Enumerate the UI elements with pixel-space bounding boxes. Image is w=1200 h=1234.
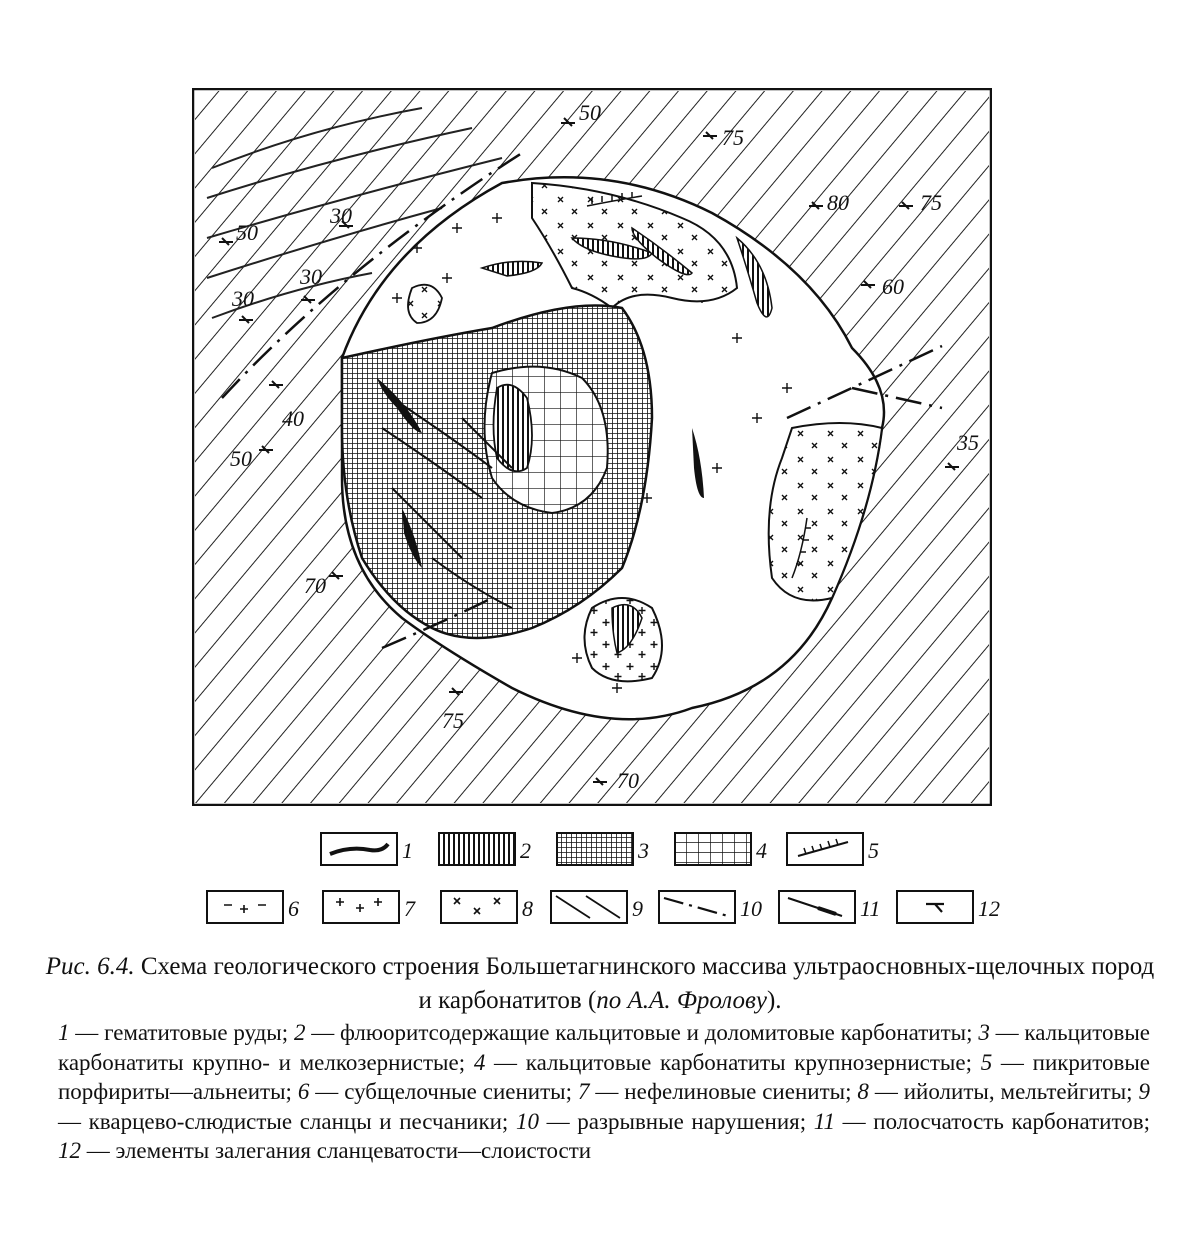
- exp-num: 4: [473, 1049, 486, 1075]
- legend-item-4: [674, 832, 784, 872]
- caption-label: Рис. 6.4.: [45, 953, 135, 980]
- legend-num: 6: [288, 896, 299, 921]
- exp-num: 6: [297, 1079, 310, 1104]
- dip-label: 70: [617, 768, 639, 793]
- exp-num: 12: [58, 1138, 81, 1163]
- legend-num: 9: [632, 896, 643, 921]
- exp-text: — полосчатость карбонатитов;: [835, 1108, 1150, 1134]
- legend-swatch-plus: [322, 890, 400, 924]
- legend-num: 3: [638, 838, 649, 863]
- legend-row-1: [200, 832, 1020, 872]
- legend-swatch-coarse-grid: [674, 832, 752, 866]
- dip-label: 75: [722, 125, 744, 150]
- dip-label: 30: [330, 203, 352, 228]
- dip-label: 40: [282, 406, 304, 431]
- exp-num: 5: [980, 1049, 993, 1075]
- exp-text: — элементы залегания сланцеватости—слоистости: [81, 1138, 592, 1163]
- legend-item-9: [550, 890, 660, 930]
- dip-label: 60: [882, 274, 904, 299]
- legend-num: 2: [520, 838, 531, 863]
- legend-swatch-hematite: [320, 832, 398, 866]
- legend-num: 10: [740, 896, 762, 921]
- exp-num: 8: [857, 1079, 869, 1104]
- exp-num: 11: [813, 1108, 836, 1134]
- caption-text: Схема геологического строения Большетагнинского массива ультраосновных-щелочных пород и карбонатитов (: [134, 953, 1155, 1014]
- dip-label: 50: [579, 100, 601, 125]
- exp-num: 3: [978, 1020, 990, 1045]
- legend-swatch-diagonal-hatch: [550, 890, 628, 924]
- dip-label: 75: [920, 190, 942, 215]
- legend-num: 11: [860, 896, 881, 921]
- legend-num: 7: [404, 896, 415, 921]
- legend-num: 5: [868, 838, 879, 863]
- legend-swatch-fine-grid: [556, 832, 634, 866]
- dip-label: 35: [957, 430, 979, 455]
- legend-item-1: [320, 832, 430, 872]
- exp-text: — ийолиты, мельтейгиты;: [868, 1079, 1139, 1104]
- dip-label: 75: [442, 708, 464, 733]
- exp-text: — пикритовые порфириты—альнеиты;: [58, 1049, 1150, 1104]
- dip-label: 70: [304, 573, 326, 598]
- legend-item-2: [438, 832, 548, 872]
- legend-item-8: [440, 890, 550, 930]
- legend-swatch-fault: [658, 890, 736, 924]
- legend-swatch-dash-cross: [206, 890, 284, 924]
- exp-text: — флюоритсодержащие кальцитовые и доломитовые карбонатиты;: [305, 1020, 979, 1045]
- dip-label: 30: [232, 286, 254, 311]
- legend-num: 1: [402, 838, 413, 863]
- exp-text: — гематитовые руды;: [69, 1020, 294, 1045]
- legend-swatch-dip: [896, 890, 974, 924]
- legend-item-10: [658, 890, 778, 930]
- exp-text: — кварцево-слюдистые сланцы и песчаники;: [58, 1108, 516, 1134]
- legend-row-2: [200, 890, 1020, 930]
- legend-item-7: [322, 890, 432, 930]
- legend-swatch-ticked-line: [786, 832, 864, 866]
- exp-text: — нефелиновые сиениты;: [589, 1079, 858, 1104]
- exp-num: 10: [515, 1108, 539, 1134]
- exp-text: — субщелочные сиениты;: [309, 1079, 578, 1104]
- fluorite-carbonatite-zone: [494, 385, 533, 472]
- legend-item-11: [778, 890, 888, 930]
- exp-text: — разрывные нарушения;: [538, 1108, 814, 1134]
- legend-num: 4: [756, 838, 767, 863]
- legend-item-3: [556, 832, 666, 872]
- legend-item-6: [206, 890, 316, 930]
- legend-swatch-vertical: [438, 832, 516, 866]
- exp-num: 7: [577, 1079, 590, 1104]
- dip-label: 80: [827, 190, 849, 215]
- exp-text: — кальцитовые карбонатиты крупно- и мелкозернистые;: [58, 1020, 1150, 1075]
- exp-num: 2: [293, 1020, 306, 1045]
- exp-text: — кальцитовые карбонатиты крупнозернистые;: [485, 1049, 981, 1075]
- exp-num: 9: [1138, 1079, 1150, 1104]
- geologic-map: [192, 88, 992, 806]
- dip-label: 30: [300, 264, 322, 289]
- caption-author: по А.А. Фролову: [596, 987, 767, 1014]
- legend-item-12: [896, 890, 1016, 930]
- exp-num: 1: [58, 1020, 70, 1045]
- legend-item-5: [786, 832, 896, 872]
- legend-explanation: [58, 1018, 1150, 1166]
- caption-end: ).: [766, 987, 782, 1014]
- dip-label: 50: [230, 446, 252, 471]
- legend-swatch-x: [440, 890, 518, 924]
- legend-num: 12: [978, 896, 1000, 921]
- legend-num: 8: [522, 896, 533, 921]
- figure-caption: [40, 950, 1160, 1018]
- legend-swatch-banding: [778, 890, 856, 924]
- dip-label: 50: [236, 220, 258, 245]
